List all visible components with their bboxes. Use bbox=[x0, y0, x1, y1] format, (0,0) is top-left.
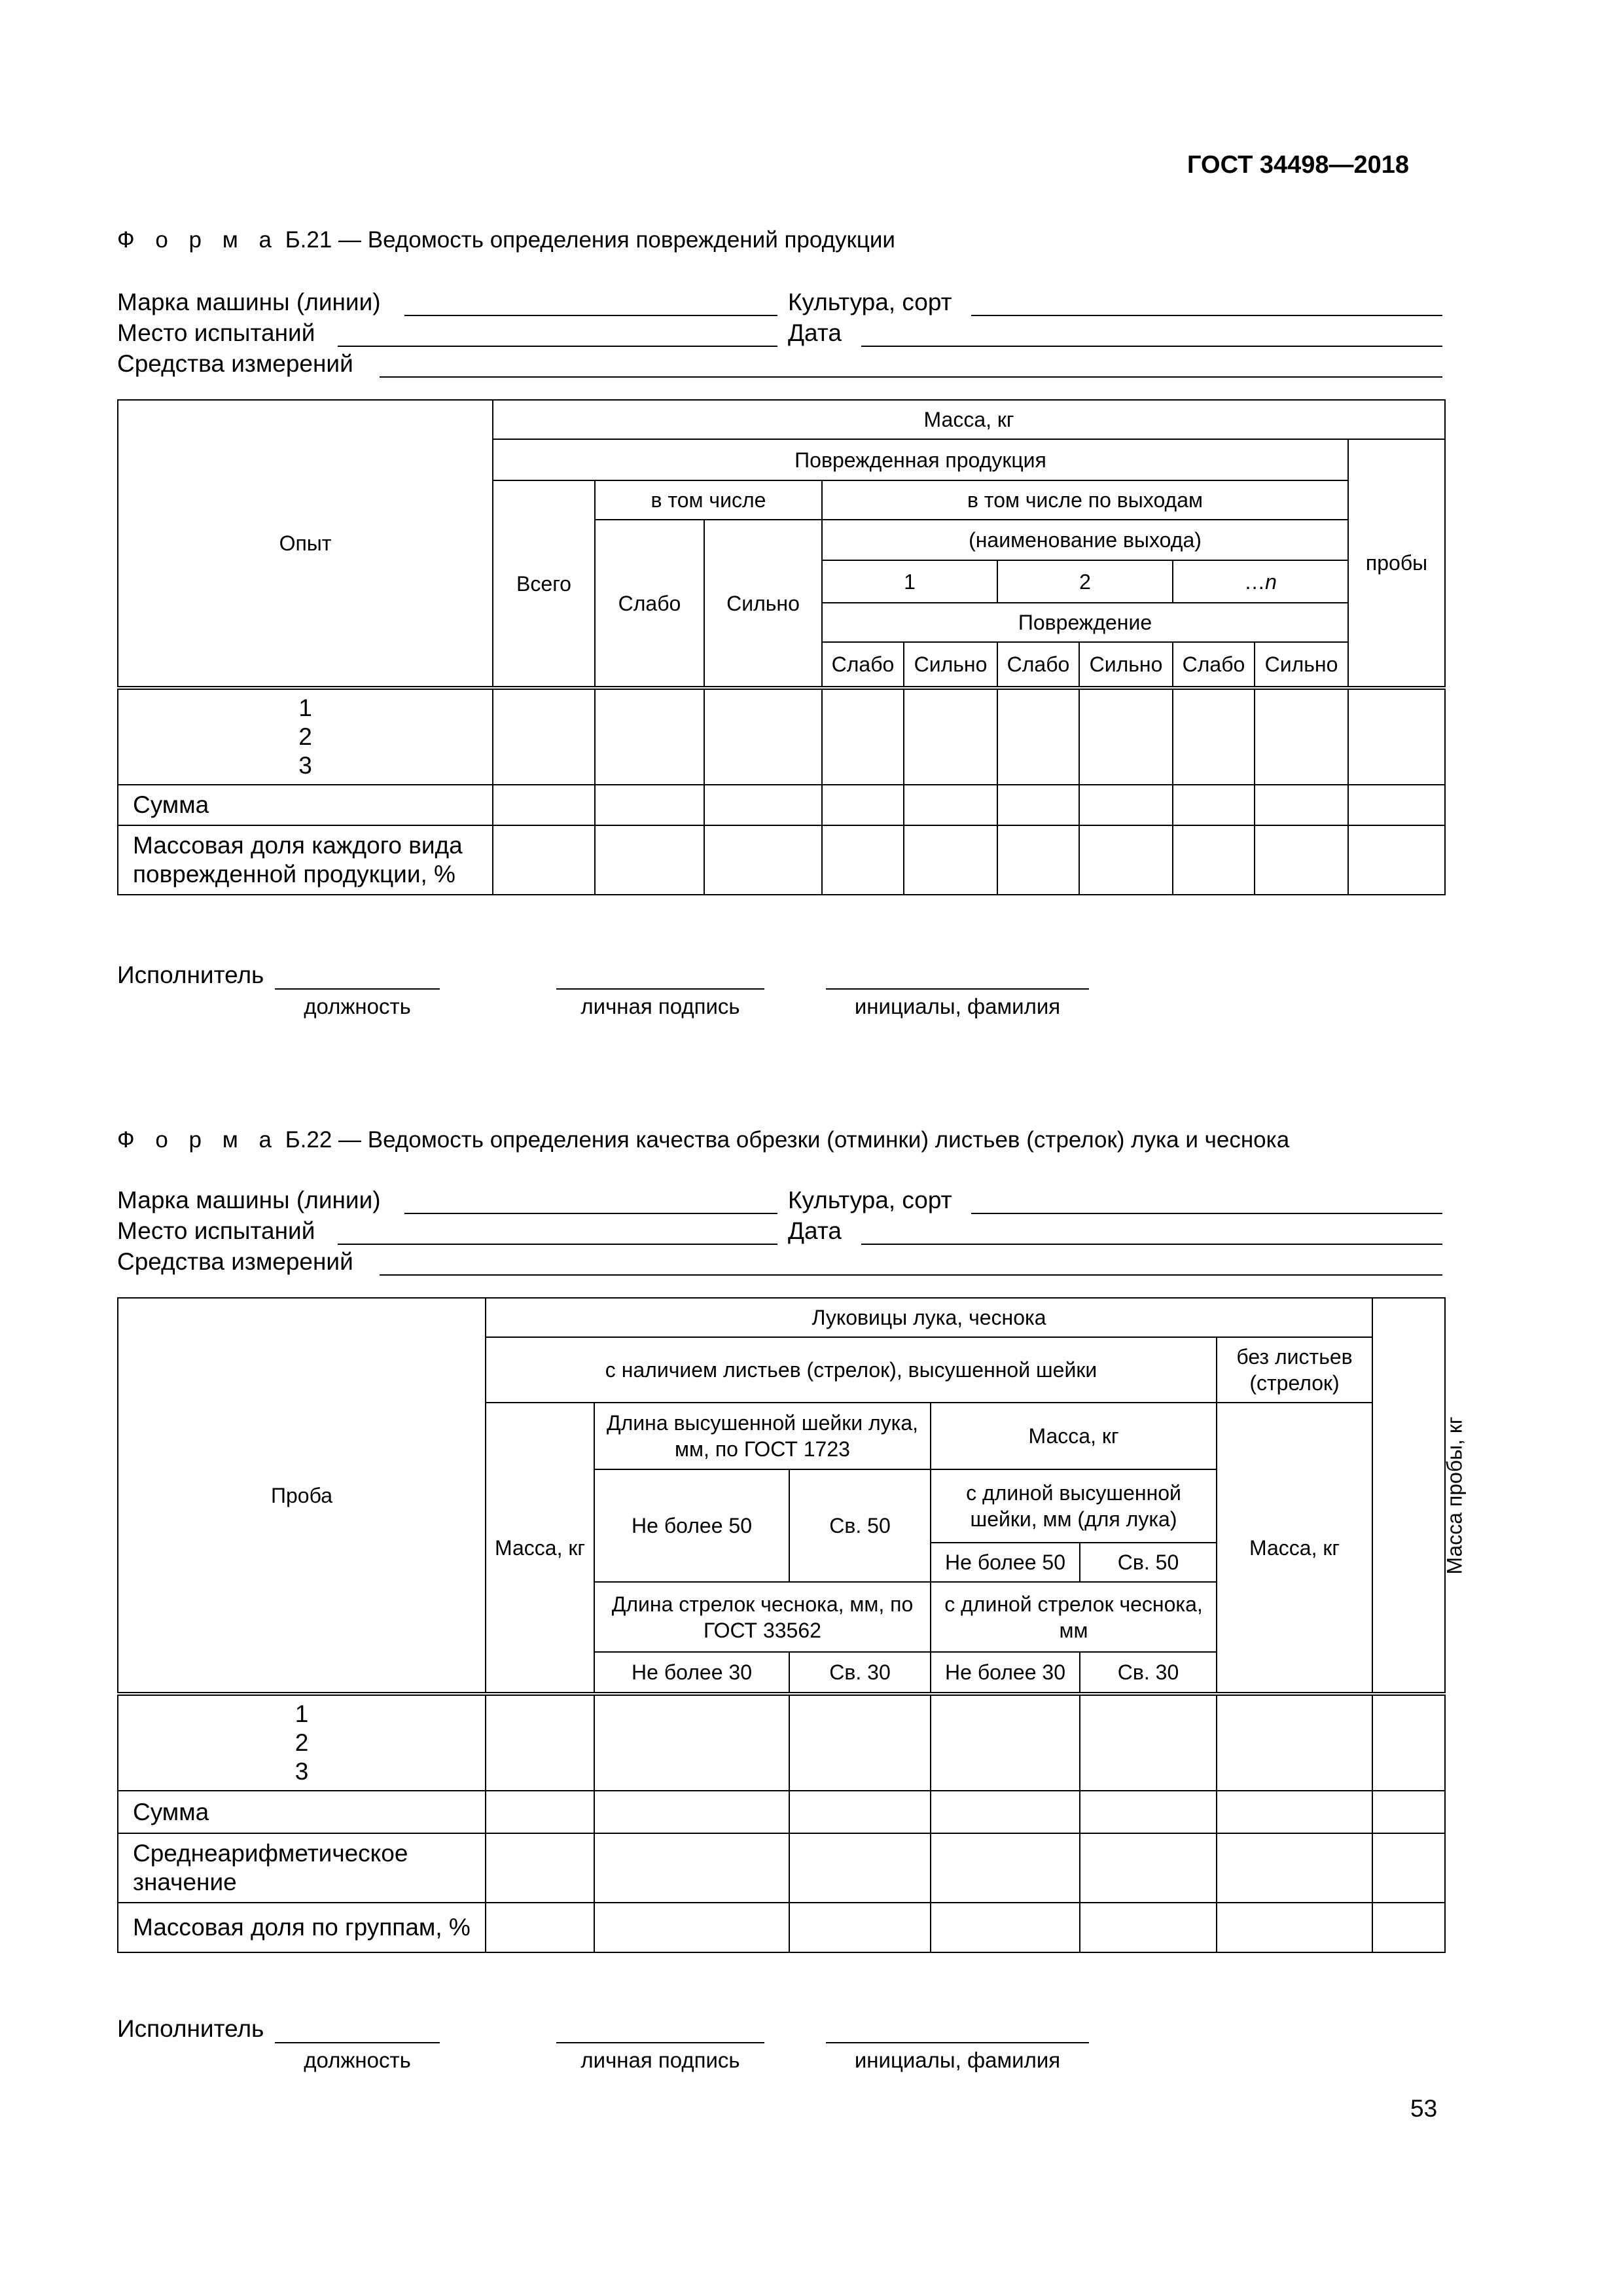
signature-line[interactable] bbox=[556, 2042, 764, 2043]
header-lukovitsy: Луковицы лука, чеснока bbox=[486, 1298, 1372, 1337]
data-cell[interactable] bbox=[931, 1833, 1080, 1903]
date-input-line[interactable] bbox=[861, 1244, 1442, 1245]
executor-label: Исполнитель bbox=[117, 2015, 264, 2042]
header-slabo: Слабо bbox=[595, 520, 704, 688]
data-cell[interactable] bbox=[931, 1694, 1080, 1791]
tools-label: Средства измерений bbox=[117, 350, 353, 377]
machine-input-line[interactable] bbox=[404, 1213, 777, 1214]
header-dlina-sheiki: Длина высушенной шейки лука, мм, по ГОСТ 1723 bbox=[594, 1403, 931, 1469]
name-line[interactable] bbox=[826, 988, 1089, 990]
form-b21-table bbox=[117, 399, 1446, 895]
date-input-line[interactable] bbox=[861, 346, 1442, 347]
data-cell[interactable] bbox=[789, 1903, 931, 1952]
header-dlina-strelok: Длина стрелок чеснока, мм, по ГОСТ 33562 bbox=[594, 1582, 931, 1652]
data-cell[interactable] bbox=[1217, 1833, 1372, 1903]
data-cell[interactable] bbox=[1255, 785, 1348, 825]
position-line[interactable] bbox=[275, 988, 440, 990]
tools-input-line[interactable] bbox=[380, 376, 1442, 378]
header-silno: Сильно bbox=[704, 520, 822, 688]
data-cell[interactable] bbox=[904, 785, 997, 825]
header-exitn-silno: Сильно bbox=[1255, 642, 1348, 688]
date-label: Дата bbox=[788, 319, 842, 346]
header-massa-kg-2: Масса, кг bbox=[931, 1403, 1217, 1469]
row-sredne: Среднеарифметическое значение bbox=[118, 1833, 486, 1903]
data-cell[interactable] bbox=[486, 1833, 594, 1903]
header-exit-1: 1 bbox=[822, 560, 997, 603]
data-cell[interactable] bbox=[789, 1791, 931, 1833]
header-v-tom-chisle: в том числе bbox=[595, 480, 822, 520]
header-massa: Масса, кг bbox=[493, 400, 1445, 439]
header-ne-bolee-50-b: Не более 50 bbox=[931, 1543, 1080, 1582]
data-cell[interactable] bbox=[789, 1694, 931, 1791]
position-line[interactable] bbox=[275, 2042, 440, 2043]
form-label: Ф о р м а bbox=[117, 227, 279, 253]
header-sv-50: Св. 50 bbox=[789, 1469, 931, 1582]
row-num-3: 3 bbox=[298, 752, 312, 779]
row-numbers bbox=[118, 1694, 486, 1791]
data-cell[interactable] bbox=[1173, 825, 1255, 895]
data-cell[interactable] bbox=[704, 688, 822, 785]
data-cell[interactable] bbox=[822, 785, 904, 825]
header-povr-prod: Поврежденная продукция bbox=[493, 439, 1348, 480]
data-cell[interactable] bbox=[997, 785, 1079, 825]
data-cell[interactable] bbox=[1255, 688, 1348, 785]
date-label: Дата bbox=[788, 1217, 842, 1244]
data-cell[interactable] bbox=[931, 1791, 1080, 1833]
header-exit-2: 2 bbox=[997, 560, 1173, 603]
header-proba: Проба bbox=[118, 1298, 486, 1694]
data-cell[interactable] bbox=[1080, 1694, 1217, 1791]
data-cell[interactable] bbox=[594, 1833, 789, 1903]
header-exit2-silno: Сильно bbox=[1079, 642, 1173, 688]
data-cell[interactable] bbox=[704, 785, 822, 825]
data-cell[interactable] bbox=[1173, 688, 1255, 785]
document-number: ГОСТ 34498—2018 bbox=[1187, 151, 1410, 179]
executor-label: Исполнитель bbox=[117, 961, 264, 988]
position-caption: должность bbox=[304, 994, 411, 1018]
row-massovaya-dolya: Массовая доля по группам, % bbox=[118, 1903, 486, 1952]
header-exit1-silno: Сильно bbox=[904, 642, 997, 688]
culture-input-line[interactable] bbox=[971, 1213, 1442, 1214]
data-cell[interactable] bbox=[997, 688, 1079, 785]
place-label: Место испытаний bbox=[117, 1217, 315, 1244]
data-cell[interactable] bbox=[1372, 1903, 1445, 1952]
data-cell[interactable] bbox=[493, 688, 595, 785]
data-cell[interactable] bbox=[931, 1903, 1080, 1952]
data-cell[interactable] bbox=[1372, 1833, 1445, 1903]
culture-input-line[interactable] bbox=[971, 315, 1442, 316]
row-num-1: 1 bbox=[298, 694, 312, 721]
header-exitn-slabo: Слабо bbox=[1173, 642, 1255, 688]
row-summa: Сумма bbox=[118, 785, 493, 825]
data-cell[interactable] bbox=[904, 825, 997, 895]
data-cell[interactable] bbox=[1079, 785, 1173, 825]
header-exit-n bbox=[1173, 560, 1348, 603]
row-num-1: 1 bbox=[294, 1700, 309, 1727]
data-cell[interactable] bbox=[822, 688, 904, 785]
form-b22-title bbox=[117, 1126, 1289, 1155]
data-cell[interactable] bbox=[822, 825, 904, 895]
data-cell[interactable] bbox=[1080, 1903, 1217, 1952]
header-exit2-slabo: Слабо bbox=[997, 642, 1079, 688]
data-cell[interactable] bbox=[594, 1791, 789, 1833]
header-massa-proby bbox=[1372, 1298, 1467, 1694]
row-numbers bbox=[118, 688, 493, 785]
place-label: Место испытаний bbox=[117, 319, 315, 346]
data-cell[interactable] bbox=[997, 825, 1079, 895]
data-cell[interactable] bbox=[1217, 1694, 1372, 1791]
form-b21-title bbox=[117, 226, 895, 255]
form-title-text: Б.22 — Ведомость определения качества обрезки (отминки) листьев (стрелок) лука и чеснока bbox=[278, 1127, 1290, 1153]
culture-label: Культура, сорт bbox=[788, 1187, 952, 1213]
data-cell[interactable] bbox=[1348, 825, 1445, 895]
row-num-2: 2 bbox=[298, 723, 312, 750]
header-opyt: Опыт bbox=[118, 400, 493, 688]
culture-label: Культура, сорт bbox=[788, 289, 952, 315]
header-massa-kg: Масса, кг bbox=[486, 1403, 594, 1694]
massa-proby-rotated: Масса пробы, кг bbox=[1442, 1416, 1467, 1575]
signature-caption: личная подпись bbox=[580, 994, 740, 1018]
place-input-line[interactable] bbox=[338, 346, 777, 347]
machine-label: Марка машины (линии) bbox=[117, 289, 381, 315]
data-cell[interactable] bbox=[486, 1903, 594, 1952]
exit-n-prefix: … bbox=[1244, 569, 1266, 594]
tools-input-line[interactable] bbox=[380, 1274, 1442, 1276]
signature-line[interactable] bbox=[556, 988, 764, 990]
header-ne-bolee-30: Не более 30 bbox=[594, 1652, 789, 1694]
form-b22-table bbox=[117, 1297, 1467, 1953]
header-sv-50-b: Св. 50 bbox=[1080, 1543, 1217, 1582]
machine-label: Марка машины (линии) bbox=[117, 1187, 381, 1213]
header-ne-bolee-50: Не более 50 bbox=[594, 1469, 789, 1582]
header-s-nalichiem: с наличием листьев (стрелок), высушенной шейки bbox=[486, 1337, 1217, 1403]
data-cell[interactable] bbox=[595, 825, 704, 895]
position-caption: должность bbox=[304, 2048, 411, 2072]
row-num-2: 2 bbox=[294, 1729, 309, 1756]
data-cell[interactable] bbox=[789, 1833, 931, 1903]
data-cell[interactable] bbox=[1217, 1903, 1372, 1952]
data-cell[interactable] bbox=[493, 825, 595, 895]
machine-input-line[interactable] bbox=[404, 315, 777, 316]
data-cell[interactable] bbox=[1217, 1791, 1372, 1833]
data-cell[interactable] bbox=[595, 785, 704, 825]
data-cell[interactable] bbox=[904, 688, 997, 785]
name-line[interactable] bbox=[826, 2042, 1089, 2043]
data-cell[interactable] bbox=[1348, 785, 1445, 825]
header-sv-30-b: Св. 30 bbox=[1080, 1652, 1217, 1694]
data-cell[interactable] bbox=[1080, 1833, 1217, 1903]
row-num-3: 3 bbox=[294, 1758, 309, 1785]
data-cell[interactable] bbox=[1080, 1791, 1217, 1833]
name-caption: инициалы, фамилия bbox=[854, 2048, 1061, 2072]
header-s-dlinoi-strelok: с длиной стрелок чеснока, мм bbox=[931, 1582, 1217, 1652]
header-bez-listev: без листьев (стрелок) bbox=[1217, 1337, 1372, 1403]
data-cell[interactable] bbox=[1255, 825, 1348, 895]
header-exit1-slabo: Слабо bbox=[822, 642, 904, 688]
data-cell[interactable] bbox=[1173, 785, 1255, 825]
form-label: Ф о р м а bbox=[117, 1127, 279, 1153]
data-cell[interactable] bbox=[1348, 688, 1445, 785]
data-cell[interactable] bbox=[1372, 1694, 1445, 1791]
data-cell[interactable] bbox=[704, 825, 822, 895]
form-title-text: Б.21 — Ведомость определения повреждений продукции bbox=[278, 227, 895, 253]
header-proby: пробы bbox=[1348, 439, 1445, 688]
header-ne-bolee-30-b: Не более 30 bbox=[931, 1652, 1080, 1694]
data-cell[interactable] bbox=[486, 1694, 594, 1791]
header-v-tom-chisle-vyhody: в том числе по выходам bbox=[822, 480, 1348, 520]
name-caption: инициалы, фамилия bbox=[854, 994, 1061, 1018]
row-massovaya-dolya: Массовая доля каждого вида поврежденной продукции, % bbox=[118, 825, 493, 895]
header-povrezhdenie: Повреждение bbox=[822, 603, 1348, 642]
row-summa: Сумма bbox=[118, 1791, 486, 1833]
page-number: 53 bbox=[1410, 2095, 1438, 2122]
tools-label: Средства измерений bbox=[117, 1248, 353, 1275]
data-cell[interactable] bbox=[594, 1903, 789, 1952]
data-cell[interactable] bbox=[486, 1791, 594, 1833]
header-massa-kg-3: Масса, кг bbox=[1217, 1403, 1372, 1694]
data-cell[interactable] bbox=[493, 785, 595, 825]
header-sv-30: Св. 30 bbox=[789, 1652, 931, 1694]
signature-caption: личная подпись bbox=[580, 2048, 740, 2072]
data-cell[interactable] bbox=[1079, 825, 1173, 895]
data-cell[interactable] bbox=[1372, 1791, 1445, 1833]
exit-n-var: n bbox=[1265, 569, 1277, 594]
header-s-dlinoi-sheiki: с длиной высушенной шейки, мм (для лука) bbox=[931, 1469, 1217, 1543]
place-input-line[interactable] bbox=[338, 1244, 777, 1245]
data-cell[interactable] bbox=[1079, 688, 1173, 785]
data-cell[interactable] bbox=[594, 1694, 789, 1791]
header-naimenovanie: (наименование выхода) bbox=[822, 520, 1348, 560]
header-vsego: Всего bbox=[493, 480, 595, 688]
data-cell[interactable] bbox=[595, 688, 704, 785]
